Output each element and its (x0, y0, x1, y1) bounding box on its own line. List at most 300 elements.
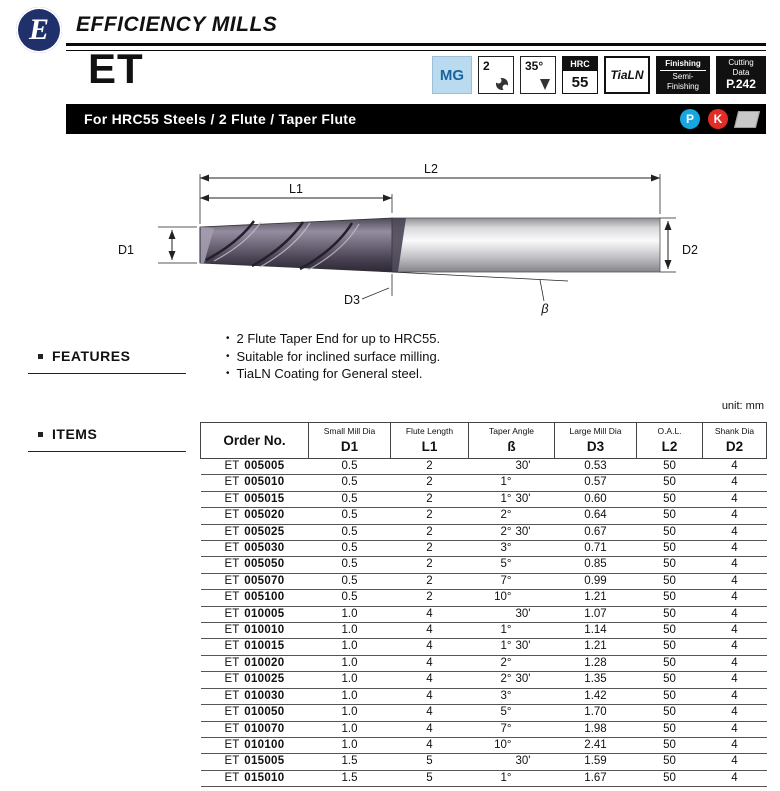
taper-min: 30' (515, 640, 531, 653)
shank-dia-cell: 4 (703, 655, 767, 671)
spec-badges (432, 56, 766, 94)
feature-text: TiaLN Coating for General steel. (236, 366, 423, 381)
oal-cell: 50 (637, 606, 703, 622)
order-prefix: ET (224, 640, 240, 653)
iso-badges (680, 109, 758, 129)
hardness-label: HRC (563, 57, 597, 71)
d3-cell: 1.70 (555, 705, 637, 721)
order-no-cell (201, 475, 309, 491)
order-number: 010100 (244, 738, 285, 751)
oal-cell: 50 (637, 491, 703, 507)
d1-cell: 0.5 (309, 557, 391, 573)
d1-cell: 1.0 (309, 655, 391, 671)
shank-dia-cell: 4 (703, 475, 767, 491)
order-no-cell (201, 573, 309, 589)
order-number: 010030 (244, 689, 285, 702)
col-symbol: D2 (725, 439, 744, 454)
taper-angle-cell (469, 508, 555, 524)
taper-angle-cell (469, 573, 555, 589)
table-row (201, 721, 767, 737)
taper-deg: 10° (494, 738, 512, 751)
tool-diagram (0, 145, 780, 330)
bullet-icon: • (226, 368, 230, 379)
taper-min: 30' (515, 673, 531, 686)
oal-cell: 50 (637, 557, 703, 573)
col-symbol: ß (507, 439, 516, 454)
table-row (201, 754, 767, 770)
application-bar (66, 104, 766, 134)
order-prefix: ET (224, 558, 240, 571)
d1-cell: 1.5 (309, 770, 391, 786)
order-prefix: ET (224, 525, 240, 538)
oal-cell: 50 (637, 770, 703, 786)
table-header-row (201, 423, 767, 459)
order-prefix: ET (224, 738, 240, 751)
table-row (201, 606, 767, 622)
order-prefix: ET (224, 607, 240, 620)
feature-text: 2 Flute Taper End for up to HRC55. (236, 331, 441, 346)
flute-count-badge (478, 56, 514, 94)
d1-cell: 1.0 (309, 737, 391, 753)
feature-item (226, 330, 440, 348)
taper-min: 30' (515, 525, 531, 538)
order-no-cell (201, 639, 309, 655)
shank-dia-cell: 4 (703, 524, 767, 540)
bullet-icon: • (226, 333, 230, 344)
order-number: 005030 (244, 542, 285, 555)
cutting-data-page: P.242 (726, 77, 756, 92)
order-number: 010020 (244, 656, 285, 669)
dim-label-d3: D3 (344, 293, 360, 307)
d1-cell: 1.0 (309, 606, 391, 622)
shank-dia-cell: 4 (703, 721, 767, 737)
material-grade-badge: MG (432, 56, 472, 94)
flute-count-value: 2 (483, 59, 490, 73)
taper-angle-cell (469, 459, 555, 475)
tool-body (200, 218, 660, 272)
bullet-icon (38, 432, 43, 437)
col-symbol: L1 (421, 439, 438, 454)
taper-deg: 1° (500, 492, 512, 505)
model-name: ET (88, 45, 144, 92)
oal-cell: 50 (637, 590, 703, 606)
flute-length-cell: 2 (391, 541, 469, 557)
shank-dia-cell: 4 (703, 770, 767, 786)
shank-dia-cell: 4 (703, 639, 767, 655)
order-prefix: ET (224, 755, 240, 768)
d3-cell: 1.28 (555, 655, 637, 671)
taper-deg: 7° (500, 722, 512, 735)
col-name: Flute Length (405, 426, 454, 436)
taper-deg: 1° (500, 476, 512, 489)
shank-dia-cell: 4 (703, 491, 767, 507)
table-row (201, 705, 767, 721)
taper-deg: 2° (500, 656, 512, 669)
shank-dia-cell: 4 (703, 754, 767, 770)
d3-cell: 1.21 (555, 590, 637, 606)
d3-cell: 0.71 (555, 541, 637, 557)
table-row (201, 639, 767, 655)
iso-k-badge: K (708, 109, 728, 129)
coating-badge: TiaLN (604, 56, 650, 94)
col-header-oal (637, 423, 703, 459)
shank-dia-cell: 4 (703, 737, 767, 753)
taper-deg: 5° (500, 558, 512, 571)
taper-min: 30' (515, 492, 531, 505)
table-row (201, 623, 767, 639)
d3-cell: 1.21 (555, 639, 637, 655)
cutting-data-badge (716, 56, 766, 94)
order-prefix: ET (224, 460, 240, 472)
shank-dia-cell: 4 (703, 557, 767, 573)
cutting-data-line-1: Cutting (728, 58, 754, 68)
bullet-icon: • (226, 350, 230, 362)
dim-label-d1: D1 (118, 243, 134, 257)
order-no-cell (201, 557, 309, 573)
table-row (201, 475, 767, 491)
order-no-cell (201, 705, 309, 721)
order-no-cell (201, 737, 309, 753)
col-symbol: D1 (340, 439, 359, 454)
features-section-label (28, 342, 186, 374)
flute-length-cell: 2 (391, 491, 469, 507)
taper-min: 30' (515, 607, 531, 620)
d3-cell: 0.99 (555, 573, 637, 589)
order-no-cell (201, 672, 309, 688)
taper-angle-cell (469, 721, 555, 737)
flute-length-cell: 2 (391, 475, 469, 491)
order-prefix: ET (224, 689, 240, 702)
d1-cell: 1.5 (309, 754, 391, 770)
table-row (201, 508, 767, 524)
taper-deg: 1° (500, 640, 512, 653)
oal-cell: 50 (637, 623, 703, 639)
finishing-badge (656, 56, 710, 94)
flute-length-cell: 4 (391, 737, 469, 753)
flute-length-cell: 2 (391, 573, 469, 589)
taper-angle-cell (469, 688, 555, 704)
taper-angle-cell (469, 655, 555, 671)
taper-angle-cell (469, 754, 555, 770)
taper-angle-cell (469, 737, 555, 753)
d3-cell: 1.67 (555, 770, 637, 786)
taper-angle-cell (469, 672, 555, 688)
order-no-cell (201, 770, 309, 786)
table-row (201, 524, 767, 540)
taper-deg: 2° (500, 673, 512, 686)
order-prefix: ET (224, 656, 240, 669)
d1-cell: 0.5 (309, 459, 391, 475)
d1-cell: 1.0 (309, 672, 391, 688)
taper-deg: 1° (500, 771, 512, 784)
table-row (201, 737, 767, 753)
order-no-cell (201, 459, 309, 475)
taper-angle-cell (469, 623, 555, 639)
d3-cell: 0.67 (555, 524, 637, 540)
finishing-line-1: Finishing (660, 59, 706, 71)
items-section-label (28, 420, 186, 452)
application-text: For HRC55 Steels / 2 Flute / Taper Flute (84, 111, 357, 127)
taper-min: 30' (515, 755, 531, 768)
d1-cell: 0.5 (309, 508, 391, 524)
features-label-text: FEATURES (52, 348, 131, 364)
order-no-cell (201, 524, 309, 540)
oal-cell: 50 (637, 541, 703, 557)
col-header-d2 (703, 423, 767, 459)
flute-length-cell: 5 (391, 754, 469, 770)
oal-cell: 50 (637, 639, 703, 655)
order-number: 010005 (244, 607, 285, 620)
col-name: O.A.L. (657, 426, 682, 436)
flute-length-cell: 2 (391, 524, 469, 540)
d3-cell: 1.07 (555, 606, 637, 622)
oal-cell: 50 (637, 573, 703, 589)
shank-dia-cell: 4 (703, 705, 767, 721)
d3-cell: 1.98 (555, 721, 637, 737)
d1-cell: 0.5 (309, 524, 391, 540)
flute-length-cell: 4 (391, 705, 469, 721)
order-no-cell (201, 606, 309, 622)
table-row (201, 770, 767, 786)
order-no-cell (201, 754, 309, 770)
order-no-cell (201, 491, 309, 507)
oal-cell: 50 (637, 754, 703, 770)
oal-cell: 50 (637, 459, 703, 475)
helix-angle-badge (520, 56, 556, 94)
taper-angle-cell (469, 639, 555, 655)
items-table (200, 422, 766, 787)
flute-length-cell: 4 (391, 639, 469, 655)
col-name: Small Mill Dia (323, 426, 376, 436)
finishing-line-2: Semi- (672, 71, 694, 81)
series-logo (16, 7, 62, 53)
d1-cell: 0.5 (309, 590, 391, 606)
d1-cell: 1.0 (309, 688, 391, 704)
table-row (201, 541, 767, 557)
flute-length-cell: 2 (391, 508, 469, 524)
flute-length-cell: 2 (391, 459, 469, 475)
taper-angle-cell (469, 541, 555, 557)
taper-min: 30' (515, 460, 531, 472)
table-row (201, 672, 767, 688)
col-symbol: D3 (586, 439, 605, 454)
order-number: 005010 (244, 476, 285, 489)
taper-angle-cell (469, 606, 555, 622)
dim-label-l1: L1 (289, 182, 303, 196)
feature-item (226, 348, 440, 366)
drill-point-icon (538, 78, 552, 91)
series-title: EFFICIENCY MILLS (76, 13, 278, 36)
order-prefix: ET (224, 476, 240, 489)
flute-length-cell: 2 (391, 557, 469, 573)
oal-cell: 50 (637, 672, 703, 688)
order-number: 010025 (244, 673, 285, 686)
order-number: 010070 (244, 722, 285, 735)
col-header-taper-angle (469, 423, 555, 459)
table-row (201, 491, 767, 507)
taper-angle-cell (469, 524, 555, 540)
d3-cell: 2.41 (555, 737, 637, 753)
feature-text: Suitable for inclined surface milling. (236, 348, 441, 364)
taper-angle-cell (469, 705, 555, 721)
shank-dia-cell: 4 (703, 672, 767, 688)
shank-dia-cell: 4 (703, 623, 767, 639)
d1-cell: 0.5 (309, 573, 391, 589)
taper-deg: 3° (500, 689, 512, 702)
d1-cell: 1.0 (309, 623, 391, 639)
dim-label-beta: β (541, 302, 549, 316)
shank-dia-cell: 4 (703, 541, 767, 557)
oal-cell: 50 (637, 475, 703, 491)
table-row (201, 655, 767, 671)
order-number: 005050 (244, 558, 285, 571)
flute-length-cell: 4 (391, 623, 469, 639)
oal-cell: 50 (637, 721, 703, 737)
items-table-body (201, 459, 767, 787)
shank-dia-cell: 4 (703, 590, 767, 606)
order-prefix: ET (224, 542, 240, 555)
order-prefix: ET (224, 574, 240, 587)
flute-length-cell: 2 (391, 590, 469, 606)
order-number: 010050 (244, 706, 285, 719)
taper-deg: 3° (500, 542, 512, 555)
order-no-cell (201, 655, 309, 671)
shank-dia-cell: 4 (703, 688, 767, 704)
order-prefix: ET (224, 492, 240, 505)
col-name: Large Mill Dia (569, 426, 622, 436)
order-no-cell (201, 541, 309, 557)
order-no-cell (201, 721, 309, 737)
order-prefix: ET (224, 591, 240, 604)
taper-angle-cell (469, 590, 555, 606)
material-icon (734, 111, 760, 128)
taper-deg: 2° (500, 509, 512, 522)
col-header-order-no: Order No. (201, 423, 309, 459)
col-header-l1 (391, 423, 469, 459)
d3-cell: 0.64 (555, 508, 637, 524)
order-number: 005005 (244, 460, 285, 472)
d1-cell: 1.0 (309, 721, 391, 737)
taper-deg: 10° (494, 591, 512, 604)
order-number: 005070 (244, 574, 285, 587)
helix-angle-value: 35° (525, 59, 544, 73)
order-number: 010010 (244, 624, 285, 637)
d3-cell: 0.57 (555, 475, 637, 491)
col-header-d3 (555, 423, 637, 459)
flute-length-cell: 4 (391, 688, 469, 704)
flute-length-cell: 4 (391, 672, 469, 688)
series-letter: E (28, 13, 49, 46)
table-row (201, 573, 767, 589)
order-no-cell (201, 590, 309, 606)
order-number: 005015 (244, 492, 285, 505)
taper-angle-cell (469, 475, 555, 491)
order-number: 005100 (244, 591, 285, 604)
taper-deg: 5° (500, 706, 512, 719)
features-list (226, 330, 440, 383)
oal-cell: 50 (637, 688, 703, 704)
feature-item (226, 365, 440, 383)
flute-length-cell: 4 (391, 655, 469, 671)
d1-cell: 0.5 (309, 475, 391, 491)
d1-cell: 1.0 (309, 705, 391, 721)
d3-cell: 1.59 (555, 754, 637, 770)
order-number: 010015 (244, 640, 285, 653)
order-prefix: ET (224, 509, 240, 522)
order-prefix: ET (224, 722, 240, 735)
taper-angle-cell (469, 557, 555, 573)
order-number: 015005 (244, 755, 285, 768)
hardness-value: 55 (571, 73, 589, 91)
unit-note: unit: mm (721, 400, 764, 412)
header-divider (66, 43, 766, 51)
order-prefix: ET (224, 771, 240, 784)
order-no-cell (201, 508, 309, 524)
col-name: Taper Angle (489, 426, 534, 436)
shank-dia-cell: 4 (703, 508, 767, 524)
items-label-text: ITEMS (52, 426, 98, 442)
d3-cell: 1.35 (555, 672, 637, 688)
shank-dia-cell: 4 (703, 606, 767, 622)
oal-cell: 50 (637, 655, 703, 671)
order-prefix: ET (224, 624, 240, 637)
order-number: 005025 (244, 525, 285, 538)
oal-cell: 50 (637, 705, 703, 721)
shank-dia-cell: 4 (703, 459, 767, 475)
d1-cell: 0.5 (309, 541, 391, 557)
d3-cell: 0.53 (555, 459, 637, 475)
order-number: 005020 (244, 509, 285, 522)
taper-deg: 7° (500, 574, 512, 587)
hardness-badge (562, 56, 598, 94)
dim-label-l2: L2 (424, 162, 438, 176)
col-symbol: L2 (661, 439, 678, 454)
flute-cross-section-icon (494, 77, 510, 91)
d1-cell: 0.5 (309, 491, 391, 507)
taper-angle-cell (469, 491, 555, 507)
shank-dia-cell: 4 (703, 573, 767, 589)
table-row (201, 459, 767, 475)
oal-cell: 50 (637, 524, 703, 540)
flute-length-cell: 5 (391, 770, 469, 786)
iso-p-badge: P (680, 109, 700, 129)
table-row (201, 557, 767, 573)
d3-cell: 1.14 (555, 623, 637, 639)
d1-cell: 1.0 (309, 639, 391, 655)
flute-length-cell: 4 (391, 606, 469, 622)
d3-cell: 0.60 (555, 491, 637, 507)
oal-cell: 50 (637, 737, 703, 753)
col-header-d1 (309, 423, 391, 459)
col-name: Shank Dia (714, 426, 755, 436)
order-no-cell (201, 688, 309, 704)
order-prefix: ET (224, 706, 240, 719)
flute-length-cell: 4 (391, 721, 469, 737)
order-no-cell (201, 623, 309, 639)
table-row (201, 688, 767, 704)
order-number: 015010 (244, 771, 285, 784)
d3-cell: 0.85 (555, 557, 637, 573)
cutting-data-line-2: Data (732, 67, 750, 77)
d3-cell: 1.42 (555, 688, 637, 704)
order-prefix: ET (224, 673, 240, 686)
taper-deg: 1° (500, 624, 512, 637)
oal-cell: 50 (637, 508, 703, 524)
dim-label-d2: D2 (682, 243, 698, 257)
finishing-line-3: Finishing (666, 81, 699, 91)
taper-angle-cell (469, 770, 555, 786)
table-row (201, 590, 767, 606)
